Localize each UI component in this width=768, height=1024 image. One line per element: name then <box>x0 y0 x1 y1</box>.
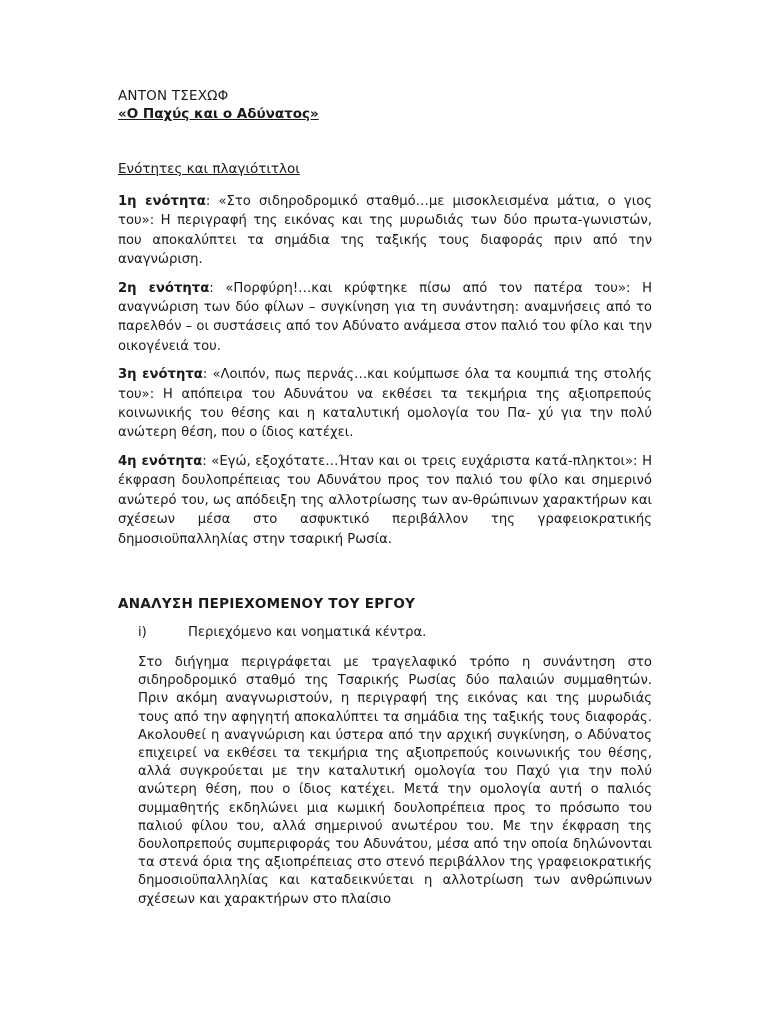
units-list <box>118 192 652 558</box>
analysis-heading: ΑΝΑΛΥΣΗ ΠΕΡΙΕΧΟΜΕΝΟΥ ΤΟΥ ΕΡΓΟΥ <box>118 596 416 612</box>
unit-text: : «Στο σιδηροδρομικό σταθμό…με μισοκλεισμένα μάτια, ο γιος του»: Η περιγραφή της εικόνας και της μυρωδιάς των δύο πρωτα-γωνιστών, που αποκαλύπτει τα σημάδια της ταξικής τους διαφοράς πριν από την αναγνώριση. <box>118 194 653 268</box>
analysis-list-item <box>138 625 426 640</box>
unit-3 <box>118 365 652 443</box>
unit-text: : «Πορφύρη!…και κρύφτηκε πίσω από τον πατέρα του»: Η αναγνώριση των δύο φίλων – συγκίνηση για τη συνάντηση: αναμνήσεις από το παρελθόν – οι συστάσεις από τον Αδύνατο ανάμεσα στον παλιό του φίλο και την οικογένειά του. <box>118 280 652 354</box>
unit-text: : «Εγώ, εξοχότατε…Ήταν και οι τρεις ευχάριστα κατά-πληκτοι»: Η έκφραση δουλοπρέπειας του Αδυνάτου προς τον παλιό του φίλο και σημερινό ανώτερό του, ως απόδειξη της αλλοτρίωσης των αν-θρώπινων χαρακτήρων και σχέσεων μέσα στο ασφυκτικό περιβάλλον της γραφειοκρατικής δημοσιοϋπαλληλίας στην τσαρική Ρωσία. <box>118 453 652 547</box>
list-marker: i) <box>138 625 147 640</box>
analysis-paragraph: Στο διήγημα περιγράφεται με τραγελαφικό τρόπο η συνάντηση στο σιδηροδρομικό σταθμό της Τσαρικής Ρωσίας δύο παλαιών συμμαθητών. Πριν ακόμη αναγνωριστούν, η περιγραφή της εικόνας και της μυρωδιάς τους από την αφηγητή αποκαλύπτει τα σημάδια της ταξικής τους διαφοράς. Ακολουθεί η αναγνώριση και ύστερα από την αρχική συγκίνηση, ο Αδύνατος επιχειρεί να εκθέσει τα τεκμήρια της αξιοπρεπούς κοινωνικής του θέσης, αλλά συγκρούεται με την καταλυτική ομολογία του Παχύ για την πολύ ανώτερη θέση, που ο ίδιος κατέχει. Μετά την ομολογία αυτή ο παλιός συμμαθητής εκδηλώνει μια κωμική δουλοπρέπεια προς το πρόσωπο του παλιού φίλου του, αλλά σημερινού ανωτέρου του. Με την έκφραση της δουλοπρεπούς συμπεριφοράς του Αδυνάτου, μέσα από την οποία δηλώνονται τα στενά όρια της αξιοπρέπειας στο στενό περιβάλλον της γραφειοκρατικής δημοσιοϋπαλληλίας και καταδεικνύεται η αλλοτρίωση των ανθρώπινων σχέσεων και χαρακτήρων στο πλαίσιο <box>138 655 652 907</box>
unit-label: 2η ενότητα <box>118 280 210 296</box>
unit-2 <box>118 279 652 357</box>
unit-label: 1η ενότητα <box>118 194 206 209</box>
list-item-title: Περιεχόμενο και νοηματικά κέντρα. <box>188 625 427 640</box>
unit-4 <box>118 452 652 549</box>
unit-label: 3η ενότητα <box>118 367 203 383</box>
units-heading: Ενότητες και πλαγιότιτλοι <box>118 161 300 177</box>
work-title: «Ο Παχύς και ο Αδύνατος» <box>118 106 319 122</box>
author-name: ΑΝΤΟΝ ΤΣΕΧΩΦ <box>118 88 229 104</box>
unit-1 <box>118 192 652 270</box>
unit-label: 4η ενότητα <box>118 453 203 469</box>
unit-text: : «Λοιπόν, πως περνάς…και κούμπωσε όλα τα κουμπιά της στολής του»: Η απόπειρα του Αδυνάτου να εκθέσει τα τεκμήρια της αξιοπρεπούς κοινωνικής του θέσης και η καταλυτική ομολογία του Πα- χύ για την πολύ ανώτερη θέση, που ο ίδιος κατέχει. <box>118 367 652 441</box>
